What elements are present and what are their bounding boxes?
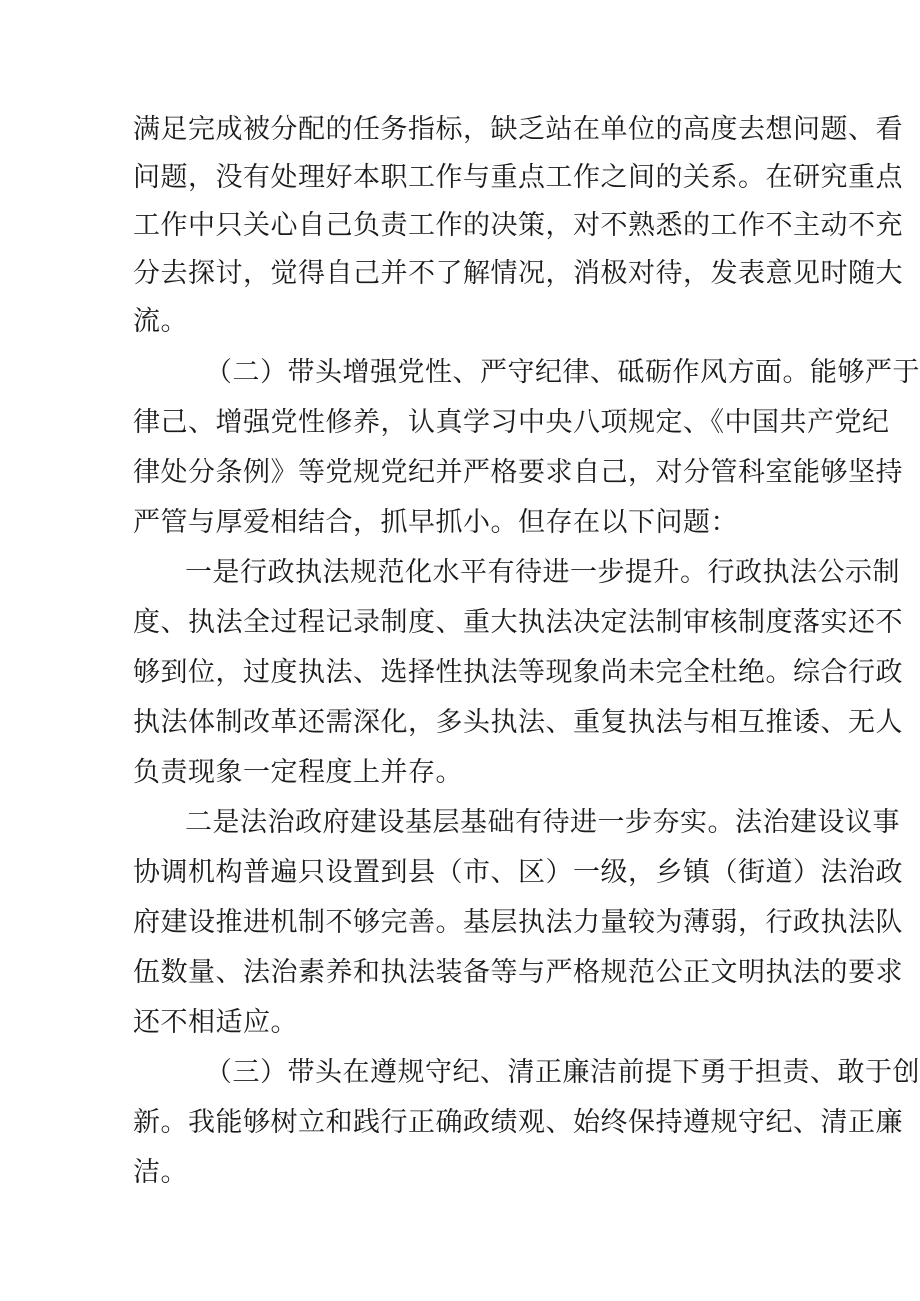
- text-line: 伍数量、法治素养和执法装备等与严格规范公正文明执法的要求: [133, 957, 903, 988]
- text-line: 严管与厚爱相结合，抓早抓小。但存在以下问题：: [133, 507, 738, 538]
- text-line: 府建设推进机制不够完善。基层执法力量较为薄弱，行政执法队: [133, 907, 903, 938]
- text-line: 满足完成被分配的任务指标，缺乏站在单位的高度去想问题、看: [133, 114, 903, 145]
- text-line: 一是行政执法规范化水平有待进一步提升。行政执法公示制: [185, 557, 900, 588]
- text-line: 协调机构普遍只设置到县（市、区）一级，乡镇（街道）法治政: [133, 857, 903, 888]
- text-line: 新。我能够树立和践行正确政绩观、始终保持遵规守纪、清正廉: [133, 1107, 903, 1138]
- text-line: 执法体制改革还需深化，多头执法、重复执法与相互推诿、无人: [133, 707, 903, 738]
- text-line: 二是法治政府建设基层基础有待进一步夯实。法治建设议事: [185, 807, 900, 838]
- text-line: 负责现象一定程度上并存。: [133, 757, 463, 788]
- text-line: 工作中只关心自己负责工作的决策，对不熟悉的工作不主动不充: [133, 210, 903, 241]
- text-line: 律己、增强党性修养，认真学习中央八项规定、《中国共产党纪: [133, 407, 890, 438]
- text-line: 度、执法全过程记录制度、重大执法决定法制审核制度落实还不: [133, 607, 903, 638]
- text-line: 够到位，过度执法、选择性执法等现象尚未完全杜绝。综合行政: [133, 657, 903, 688]
- text-line: 还不相适应。: [133, 1007, 298, 1038]
- text-line: 律处分条例》等党规党纪并严格要求自己，对分管科室能够坚持: [133, 457, 903, 488]
- section-heading-line: （三）带头在遵规守纪、清正廉洁前提下勇于担责、敢于创: [205, 1057, 920, 1088]
- text-line: 洁。: [133, 1157, 188, 1188]
- text-line: 分去探讨，觉得自己并不了解情况，消极对待，发表意见时随大: [133, 258, 903, 289]
- text-line: 流。: [133, 306, 188, 337]
- section-heading-line: （二）带头增强党性、严守纪律、砥砺作风方面。能够严于: [205, 357, 920, 388]
- text-line: 问题，没有处理好本职工作与重点工作之间的关系。在研究重点: [133, 162, 903, 193]
